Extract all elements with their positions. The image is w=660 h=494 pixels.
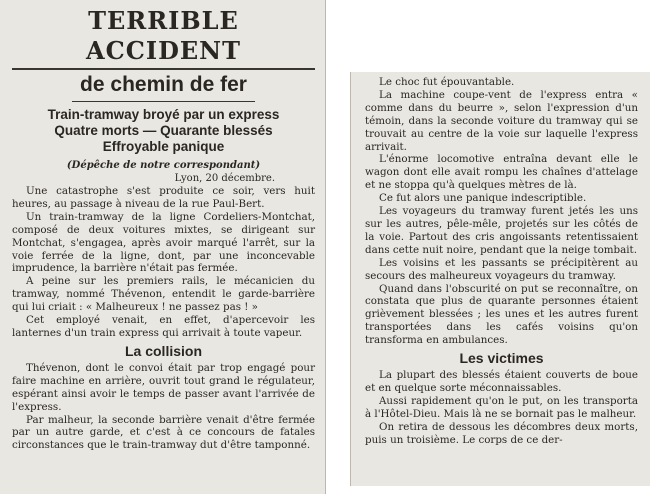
divider [72,101,255,102]
paragraph: On retira de dessous les décombres deux morts, puis un troisième. Le corps de ce der- [365,420,638,446]
paragraph: Les voisins et les passants se précipitèrent au secours des malheureux voyageurs du tramway. [365,256,638,282]
dispatch-credit: (Dépêche de notre correspondant) [66,160,261,171]
paragraph: La plupart des blessés étaient couverts de boue et en quelque sorte méconnaissables. [365,369,638,394]
paragraph: La machine coupe-vent de l'express entra « comme dans du beurre », selon l'expression d'un témoin, dans la seconde voiture du tramway qui se trouvait au centre de la voie sur laquelle l'express arrivait. [365,88,638,153]
deck-line: Train-tramway broyé par un express [47,107,280,122]
left-column [0,0,326,494]
paragraph: Les voyageurs du tramway furent jetés les uns sur les autres, pêle-mêle, projetés sur les côtés de la voie. Partout des cris angoissants retentissaient dans cette nuit noire, pendant que la neige tombait. [365,205,638,256]
deck-line: Quatre morts — Quarante blessés [54,123,273,138]
paragraph: Une catastrophe s'est produite ce soir, vers huit heures, au passage à niveau de la rue Paul-Bert. [12,185,315,210]
paragraph: Ce fut alors une panique indescriptible. [379,192,587,205]
dateline: Lyon, 20 décembre. [174,173,275,184]
paragraph: Cet employé venait, en effet, d'apercevoir les lanternes d'un train express qui arrivait à toute vapeur. [12,314,315,339]
right-column [350,72,650,486]
paragraph: Un train-tramway de la ligne Cordeliers-Montchat, composé de deux voitures mixtes, se dirigeant sur Montchat, s'engagea, après avoir marqué l'arrêt, sur la voie ferrée de la ligne, dont, par une inconcevable imprudence, la barrière n'était pas fermée. [12,210,315,275]
paragraph: L'énorme locomotive entraîna devant elle le wagon dont elle avait rompu les chaînes d'attelage et ne stoppa qu'à quelques mètres de là. [365,153,638,192]
paragraph: Aussi rapidement qu'on le put, on les transporta à l'Hôtel-Dieu. Mais là ne se bornait pas le malheur. [365,394,638,420]
subheadline: de chemin de fer [80,73,247,96]
deck-line: Effroyable panique [102,139,225,154]
paragraph: Le choc fut épouvantable. [379,76,515,88]
paragraph: Quand dans l'obscurité on put se reconnaître, on constata que plus de quarante personnes étaient grièvement blessées ; les unes et les autres furent transportées dans les cafés voisins qu'on transforma en ambulances. [365,282,638,347]
headline: TERRIBLE ACCIDENT [12,6,315,70]
paragraph: A peine sur les premiers rails, le mécanicien du tramway, nommé Thévenon, entendit le garde-barrière qui lui criait : « Malheureux ! ne passez pas ! » [12,275,315,314]
paragraph: Par malheur, la seconde barrière venait d'être fermée par un autre garde, et c'est à ce concours de fatales circonstances que le train-tramway dut d'être tamponné. [12,413,315,452]
section-title: Les victimes [459,350,544,367]
section-title: La collision [124,342,202,359]
paragraph: Thévenon, dont le convoi était par trop engagé pour faire machine en arrière, ouvrit tout grand le régulateur, espérant ainsi avoir le temps de passer avant l'arrivée de l'express. [12,361,315,413]
deck-lines [12,107,315,155]
